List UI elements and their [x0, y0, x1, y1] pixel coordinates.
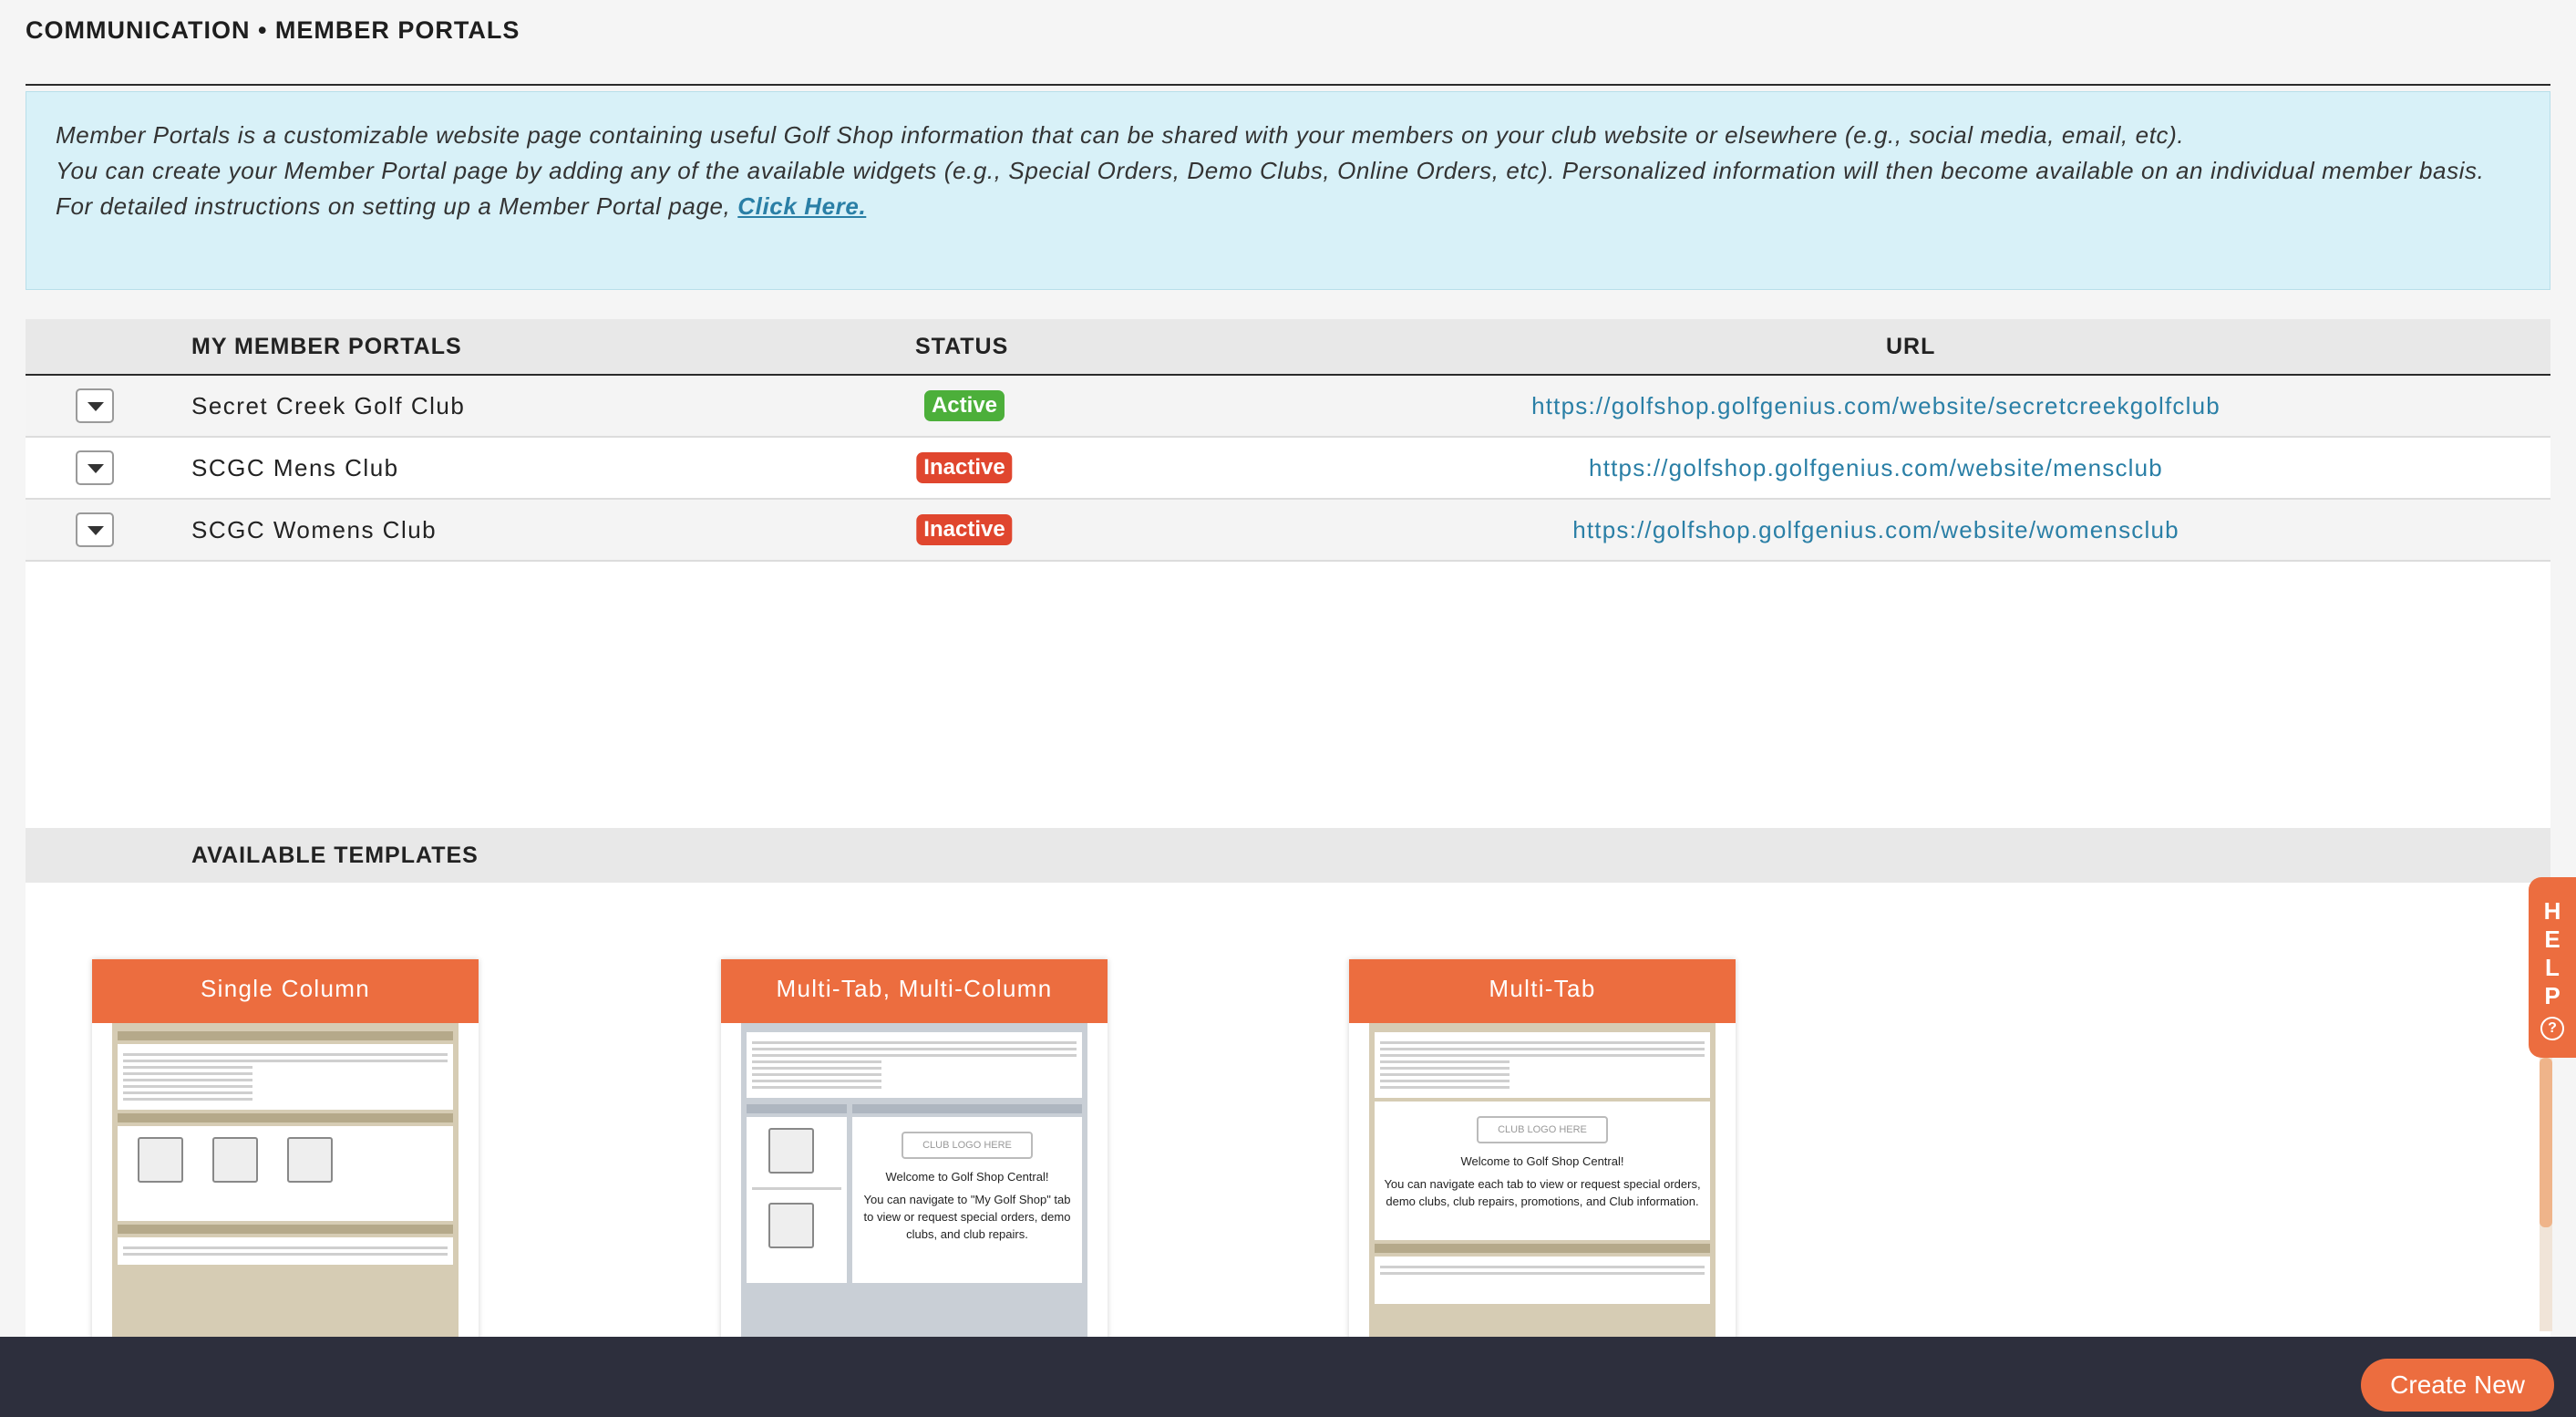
status-badge: Inactive [916, 514, 1012, 545]
row-menu-button[interactable] [76, 450, 114, 485]
footer-bar [0, 1337, 2576, 1417]
info-box [26, 91, 2550, 290]
templates-header [26, 828, 2550, 883]
chevron-down-icon [88, 464, 104, 473]
template-title: Single Column [92, 959, 479, 1023]
info-line-1: Member Portals is a customizable website page containing useful Golf Shop information that can be shared with your members on your club website or elsewhere (e.g., social media, email, etc). [56, 121, 2185, 149]
info-line-2: You can create your Member Portal page by adding any of the available widgets (e.g., Special Orders, Demo Clubs, Online Orders, etc). Personalized information will then become available on an individual member basis. [56, 157, 2485, 184]
template-title: Multi-Tab, Multi-Column [721, 959, 1108, 1023]
status-badge: Inactive [916, 452, 1012, 483]
template-card-multi-tab-multi-column[interactable] [721, 959, 1108, 1342]
portal-url-link[interactable]: https://golfshop.golfgenius.com/website/womensclub [1572, 516, 2179, 543]
help-tab[interactable] [2529, 877, 2576, 1058]
question-icon: ? [2540, 1017, 2564, 1040]
help-letter: L [2545, 954, 2560, 981]
template-card-single-column[interactable] [92, 959, 479, 1342]
portal-url-link[interactable]: https://golfshop.golfgenius.com/website/secretcreekgolfclub [1531, 392, 2221, 419]
table-row[interactable] [26, 500, 2550, 562]
table-header [26, 319, 2550, 376]
portal-name: Secret Creek Golf Club [191, 392, 466, 419]
table-row[interactable] [26, 376, 2550, 438]
portal-name: SCGC Mens Club [191, 454, 399, 481]
row-menu-button[interactable] [76, 512, 114, 547]
template-thumbnail [112, 1023, 459, 1342]
column-header-status[interactable]: STATUS [915, 334, 1009, 359]
portal-name: SCGC Womens Club [191, 516, 438, 543]
portal-url-link[interactable]: https://golfshop.golfgenius.com/website/mensclub [1589, 454, 2163, 481]
table-empty-space [26, 562, 2550, 828]
info-line-3-text: For detailed instructions on setting up a Member Portal page, [56, 192, 731, 220]
template-card-multi-tab[interactable] [1349, 959, 1736, 1342]
templates-panel [26, 828, 2550, 1339]
template-thumbnail: CLUB LOGO HERE Welcome to Golf Shop Central! You can navigate to "My Golf Shop" tab to view or request special orders, demo clubs, and club repairs. [741, 1023, 1087, 1342]
help-letter: H [2543, 897, 2561, 925]
chevron-down-icon [88, 526, 104, 535]
status-badge: Active [924, 390, 1005, 421]
help-letter: P [2544, 982, 2561, 1009]
column-header-url[interactable]: URL [1886, 334, 1936, 359]
member-portals-table [26, 319, 2550, 828]
templates-heading: AVAILABLE TEMPLATES [191, 843, 479, 868]
click-here-link[interactable]: Click Here. [737, 192, 867, 220]
column-header-name[interactable]: MY MEMBER PORTALS [191, 334, 462, 359]
row-menu-button[interactable] [76, 388, 114, 423]
info-line-3 [56, 189, 2520, 224]
template-thumbnail: CLUB LOGO HERE Welcome to Golf Shop Central! You can navigate each tab to view or request special orders, demo clubs, club repairs, promotions, and Club information. [1369, 1023, 1716, 1342]
title-divider [26, 84, 2550, 86]
create-new-button[interactable]: Create New [2361, 1359, 2554, 1412]
table-row[interactable] [26, 438, 2550, 500]
chevron-down-icon [88, 402, 104, 411]
scrollbar-thumb[interactable] [2540, 1058, 2552, 1227]
help-letter: E [2544, 926, 2561, 953]
page-title: COMMUNICATION • MEMBER PORTALS [26, 16, 520, 44]
template-title: Multi-Tab [1349, 959, 1736, 1023]
